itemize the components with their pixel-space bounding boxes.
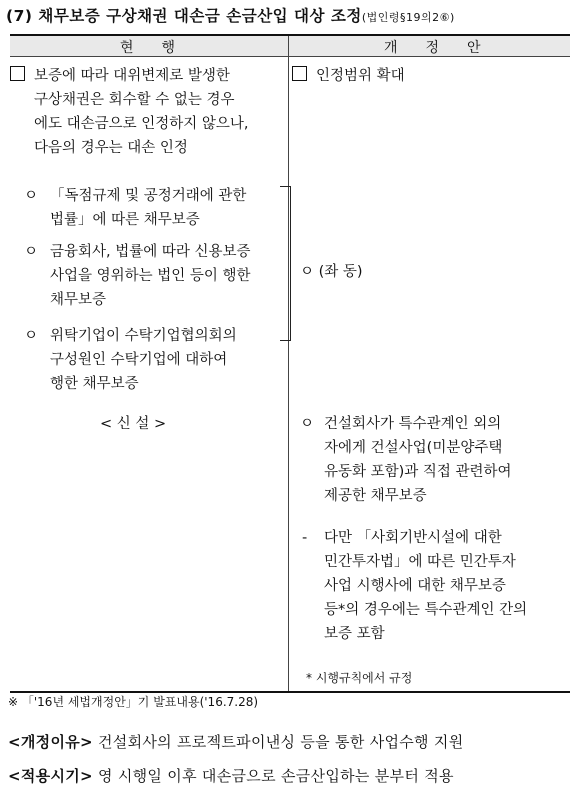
text-line: 금융회사, 법률에 따라 신용보증 xyxy=(50,244,251,260)
text-line: 유동화 포함)과 직접 관련하여 xyxy=(324,464,512,480)
left-bullet-2 xyxy=(50,240,251,312)
text-line: 민간투자법」에 따른 민간투자 xyxy=(324,554,516,570)
text-line: 구성원인 수탁기업에 대하여 xyxy=(50,352,228,368)
effective-label: <적용시기> xyxy=(8,767,93,785)
reason-text: 건설회사의 프로젝트파이낸싱 등을 통한 사업수행 지원 xyxy=(97,733,464,751)
text-line: 자에게 건설사업(미분양주택 xyxy=(324,440,503,456)
section-title xyxy=(6,4,455,26)
section-title-main: (7) 채무보증 구상채권 대손금 손금산입 대상 조정 xyxy=(6,7,362,25)
text-line: 행한 채무보증 xyxy=(50,376,139,392)
left-bullet-3-mark: ㅇ xyxy=(24,328,39,344)
left-bullet-3 xyxy=(50,324,237,396)
table-header xyxy=(10,36,570,57)
left-intro-text xyxy=(34,64,249,160)
comparison-table xyxy=(10,34,570,693)
text-line: 다음의 경우는 대손 인정 xyxy=(34,140,188,156)
text-line: 위탁기업이 수탁기업협의회의 xyxy=(50,328,237,344)
text-line: 보증에 따라 대위변제로 발생한 xyxy=(34,68,230,84)
text-line: 「독점규제 및 공정거래에 관한 xyxy=(50,188,247,204)
left-bullet-1-mark: ㅇ xyxy=(24,188,39,204)
left-bullet-2-mark: ㅇ xyxy=(24,244,39,260)
text-line: 구상채권은 회수할 수 없는 경우 xyxy=(34,92,235,108)
right-dash-item xyxy=(324,526,527,646)
right-same-as-left: ㅇ (좌 동) xyxy=(300,264,363,280)
effective-line xyxy=(8,765,454,786)
column-divider xyxy=(288,36,289,691)
reason-label: <개정이유> xyxy=(8,733,93,751)
right-new-bullet xyxy=(324,412,512,508)
effective-text: 영 시행일 이후 대손금으로 손금산입하는 분부터 적용 xyxy=(97,767,454,785)
source-note: ※ 「'16년 세법개정안」기 발표내용('16.7.28) xyxy=(8,695,259,709)
text-line: 보증 포함 xyxy=(324,626,385,642)
right-footnote: * 시행규칙에서 규정 xyxy=(306,671,413,685)
text-line: 제공한 채무보증 xyxy=(324,488,427,504)
left-intro-checkbox xyxy=(10,64,25,88)
bracket-marker xyxy=(280,186,291,341)
text-line: 채무보증 xyxy=(50,292,107,308)
text-line: 사업 시행사에 대한 채무보증 xyxy=(324,578,506,594)
right-intro-checkbox xyxy=(292,64,307,88)
section-title-ref: (법인령§19의2⑥) xyxy=(361,11,455,24)
text-line: 다만 「사회기반시설에 대한 xyxy=(324,530,502,546)
right-new-bullet-mark: ㅇ xyxy=(300,416,315,432)
text-line: 법률」에 따른 채무보증 xyxy=(50,212,200,228)
right-dash-mark: - xyxy=(302,530,308,546)
reason-line xyxy=(8,731,464,752)
text-line: 등*의 경우에는 특수관계인 간의 xyxy=(324,602,528,618)
left-bullet-1 xyxy=(50,184,246,232)
new-provision-label: < 신 설 > xyxy=(100,416,167,432)
text-line: 에도 대손금으로 인정하지 않으나, xyxy=(34,116,249,132)
right-intro-text: 인정범위 확대 xyxy=(316,68,405,84)
text-line: 사업을 영위하는 법인 등이 행한 xyxy=(50,268,251,284)
header-revised: 개정안 xyxy=(384,40,509,56)
text-line: 건설회사가 특수관계인 외의 xyxy=(324,416,502,432)
header-current: 현행 xyxy=(120,40,204,56)
